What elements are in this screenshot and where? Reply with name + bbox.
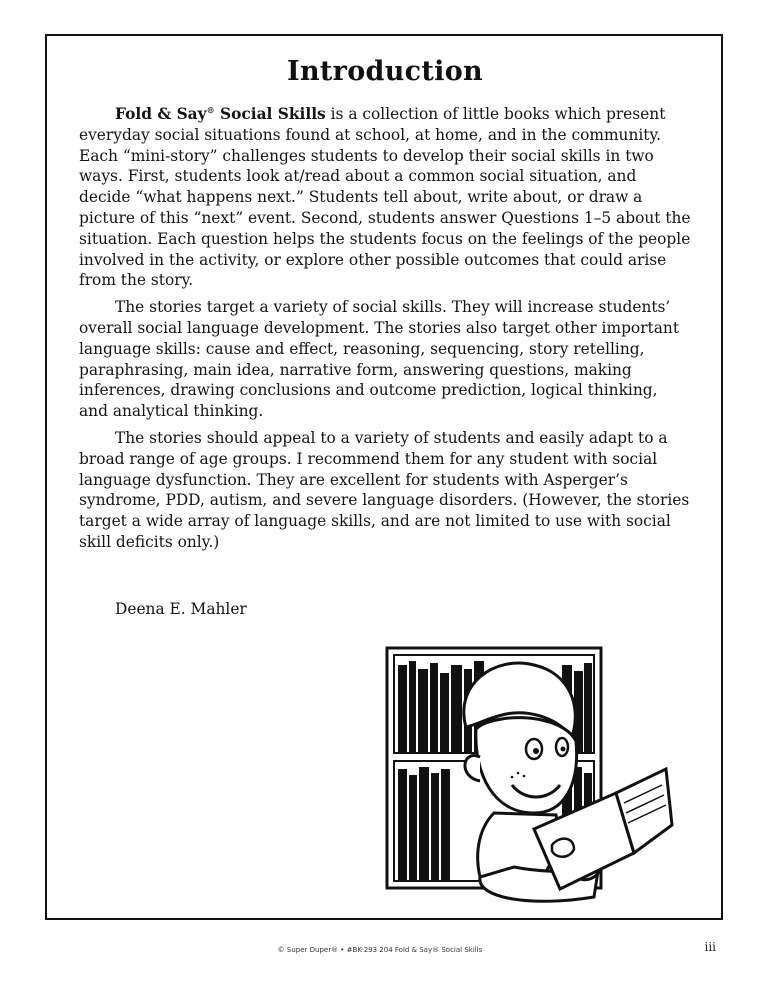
author-signature: Deena E. Mahler	[115, 600, 247, 618]
page-number: iii	[704, 940, 716, 954]
page-title: Introduction	[287, 56, 483, 87]
introduction-body	[79, 104, 691, 559]
book-title-part-2: Social Skills	[214, 105, 326, 123]
paragraph-1-text: is a collection of little books which present everyday social situations found at school, at home, and in the community. Each “mini-story” challenges students to develop their social skills in two ways. First, students look at/read about a common social situation, and decide “what happens next.” Students tell about, write about, or draw a picture of this “next” event. Second, students answer Questions 1–5 about the situation. Each question helps the students focus on the feelings of the people involved in the activity, or explore other possible outcomes that could arise from the story.	[79, 105, 691, 290]
page-footer: © Super Duper® • #BK-293 204 Fold & Say® Social Skills	[277, 946, 483, 954]
paragraph-2: The stories target a variety of social skills. They will increase students’ overall social language development. The stories also target other important language skills: cause and effect, reasoning, sequencing, story retelling, paraphrasing, main idea, narrative form, answering questions, making inferences, drawing conclusions and outcome prediction, logical thinking, and analytical thinking.	[79, 298, 680, 421]
boy-reading-book-illustration	[384, 645, 674, 910]
paragraph-1	[79, 104, 691, 291]
book-title-bold	[115, 105, 326, 123]
paragraph-3: The stories should appeal to a variety of students and easily adapt to a broad range of age groups. I recommend them for any student with social language dysfunction. They are excellent for students with Asperger’s syndrome, PDD, autism, and severe language disorders. (However, the stories target a wide array of language skills, and are not limited to use with social skill deficits only.)	[79, 428, 690, 551]
registered-mark: ®	[206, 105, 215, 115]
book-title-part-1: Fold & Say	[115, 105, 207, 123]
